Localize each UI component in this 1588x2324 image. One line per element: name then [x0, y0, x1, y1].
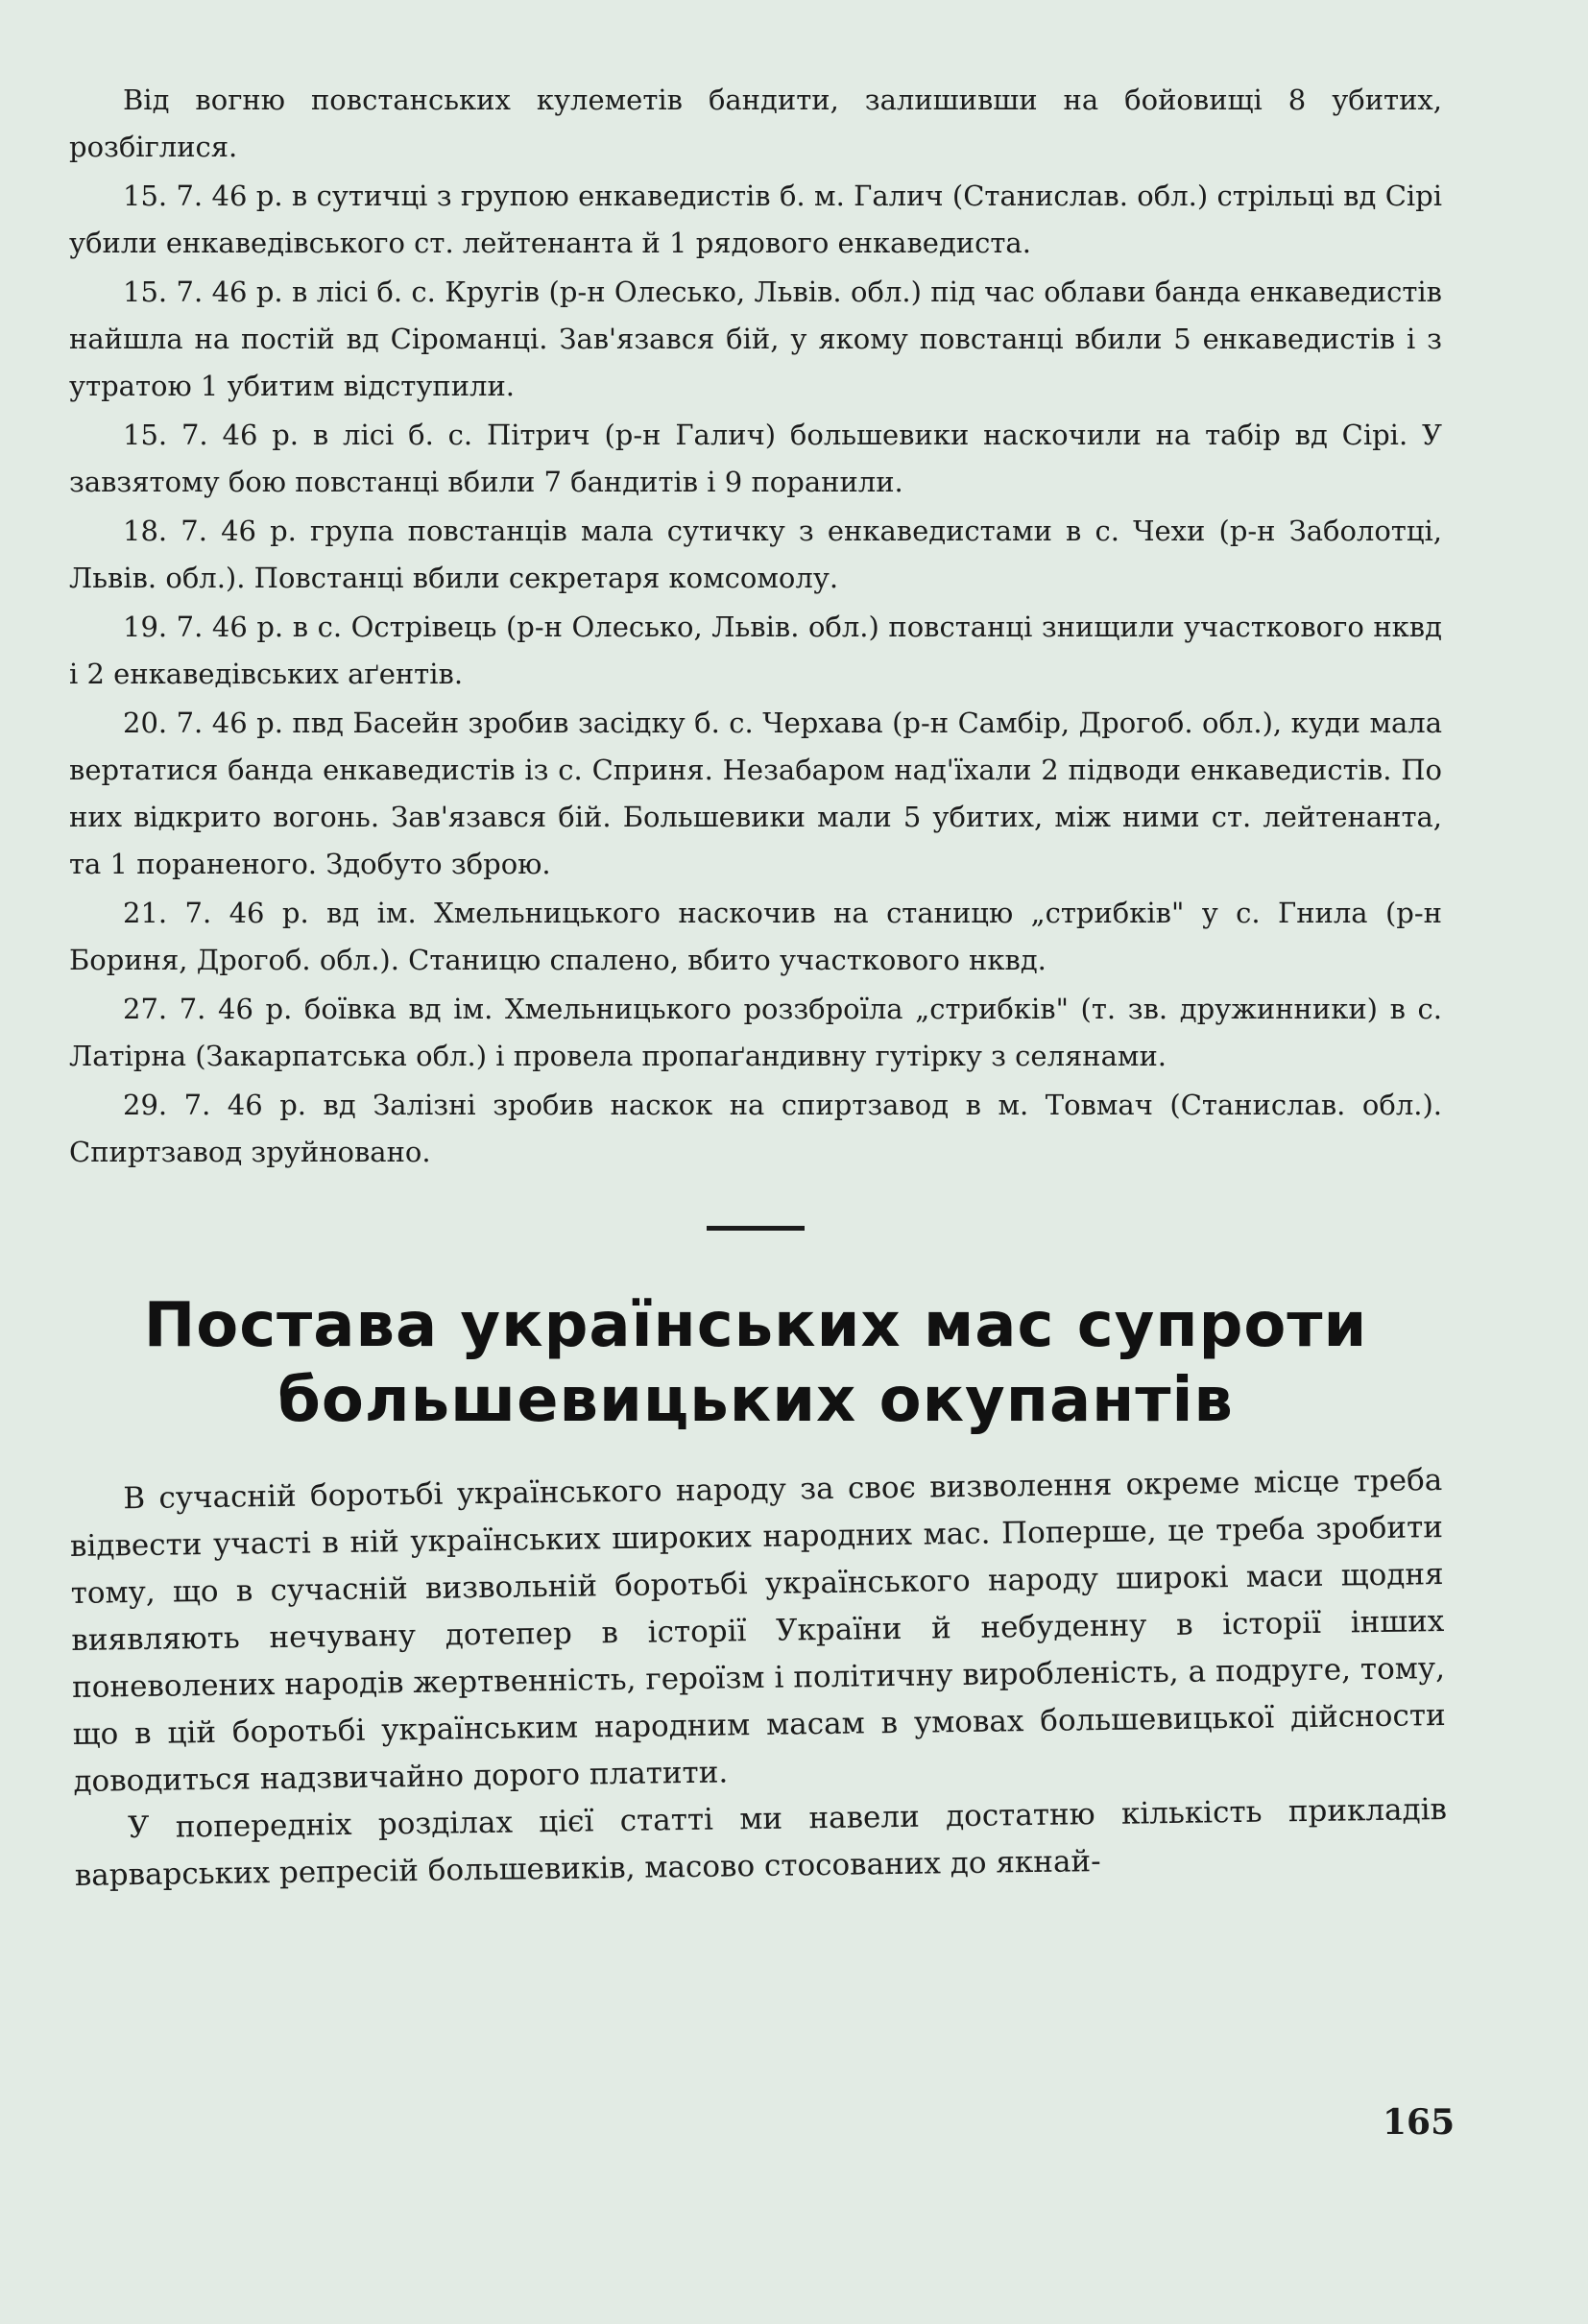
- chronicle-entry: 19. 7. 46 р. в с. Острівець (р-н Олесько, Львів. обл.) повстанці знищили участкового нквд і 2 енкаведівських аґентів.: [69, 611, 1442, 690]
- chronicle-entry: 15. 7. 46 р. в сутичці з групою енкаведистів б. м. Галич (Станислав. обл.) стрільці вд Сірі убили енкаведівського ст. лейтенанта й 1 рядового енкаведиста.: [69, 180, 1442, 259]
- section-body: [69, 1457, 1448, 1900]
- body-paragraph: У попередніх розділах цієї статті ми навели достатню кількість прикладів варварських репресій большевиків, масово стосованих до якнай-: [74, 1792, 1448, 1893]
- chronicle-entry: 21. 7. 46 р. вд ім. Хмельницького наскочив на станицю „стрибків" у с. Гнила (р-н Бориня, Дрогоб. обл.). Станицю спалено, вбито участкового нквд.: [69, 897, 1442, 976]
- chronicle-entry: 29. 7. 46 р. вд Залізні зробив наскок на спиртзавод в м. Товмач (Станислав. обл.). Спиртзавод зруйновано.: [69, 1089, 1442, 1168]
- page-number: 165: [1383, 2102, 1456, 2143]
- chronicle-entry: 15. 7. 46 р. в лісі б. с. Кругів (р-н Олесько, Львів. обл.) під час облави банда енкаведистів найшла на постій вд Сіроманці. Зав'язався бій, у якому повстанці вбили 5 енкаведистів і з утратою 1 убитим відступили.: [69, 276, 1442, 402]
- page-content: [69, 77, 1448, 1900]
- section-title-line-2: большевицьких окупантів: [277, 1365, 1234, 1436]
- chronicle-entry: 20. 7. 46 р. пвд Басейн зробив засідку б. с. Черхава (р-н Самбір, Дрогоб. обл.), куди мала вертатися банда енкаведистів із с. Сприня. Незабаром над'їхали 2 підводи енкаведистів. По них відкрито вогонь. Зав'язався бій. Большевики мали 5 убитих, між ними ст. лейтенанта, та 1 пораненого. Здобуто зброю.: [69, 707, 1442, 880]
- chronicle-entry: 27. 7. 46 р. боївка вд ім. Хмельницького роззброїла „стрибків" (т. зв. дружинники) в с. Латірна (Закарпатська обл.) і провела пропаґандивну гутірку з селянами.: [69, 993, 1442, 1072]
- section-title-line-1: Постава українських мас супроти: [143, 1290, 1368, 1361]
- chronicle-entry: Від вогню повстанських кулеметів бандити, залишивши на бойовищі 8 убитих, розбіглися.: [69, 84, 1442, 163]
- section-title: [69, 1288, 1442, 1438]
- section-divider: [707, 1226, 805, 1231]
- chronicle-entry: 15. 7. 46 р. в лісі б. с. Пітрич (р-н Галич) большевики наскочили на табір вд Сірі. У завзятому бою повстанці вбили 7 бандитів і 9 поранили.: [69, 419, 1442, 498]
- body-paragraph: В сучасній боротьбі українського народу за своє визволення окреме місце треба відвести участі в ній українських широких народних мас. Поперше, це треба зробити тому, що в сучасній визвольній боротьбі українського народу широкі маси щодня виявляють нечувану дотепер в історії України й небуденну в історії інших поневолених народів жертвенність, героїзм і політичну виробленість, а подруге, тому, що в цій боротьбі українським народним масам в умовах большевицької дійсности доводиться надзвичайно дорого платити.: [69, 1463, 1446, 1799]
- chronicle-entry: 18. 7. 46 р. група повстанців мала сутичку з енкаведистами в с. Чехи (р-н Заболотці, Львів. обл.). Повстанці вбили секретаря комсомолу.: [69, 515, 1442, 594]
